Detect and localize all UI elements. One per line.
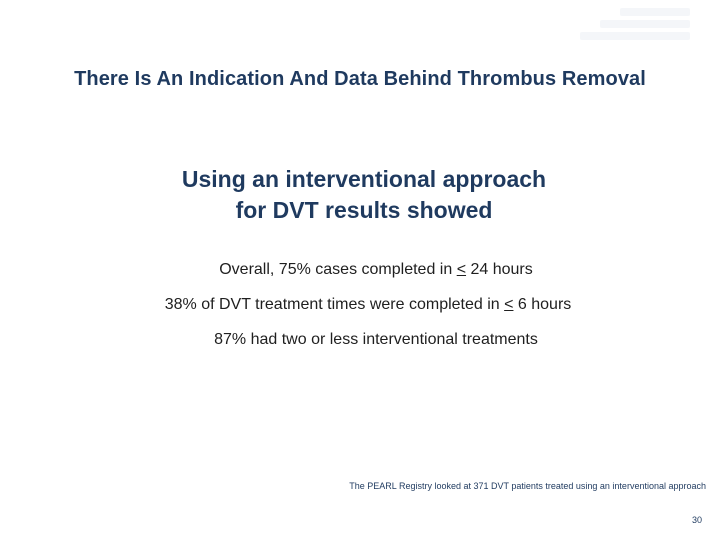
result-text-tail: 24 hours (466, 261, 533, 278)
less-equal-symbol: < (456, 261, 467, 278)
result-item (0, 260, 720, 280)
logo-watermark (580, 8, 690, 40)
slide-title: There Is An Indication And Data Behind Thrombus Removal (74, 68, 646, 90)
result-text: 87% had two or less interventional treatments (214, 331, 538, 348)
subtitle-line-2: for DVT results showed (235, 197, 493, 223)
less-equal-symbol: < (504, 296, 514, 313)
subtitle-line-1: Using an interventional approach (181, 166, 547, 192)
result-text-tail: 6 hours (513, 296, 572, 313)
slide-subtitle (0, 164, 720, 226)
page-number: 30 (691, 515, 702, 525)
footnote: The PEARL Registry looked at 371 DVT patients treated using an interventional approach (349, 481, 706, 491)
result-text: Overall, 75% cases completed in (219, 261, 457, 278)
result-text: 38% of DVT treatment times were completed in (164, 296, 505, 313)
result-item (0, 295, 720, 315)
result-item (0, 330, 720, 350)
